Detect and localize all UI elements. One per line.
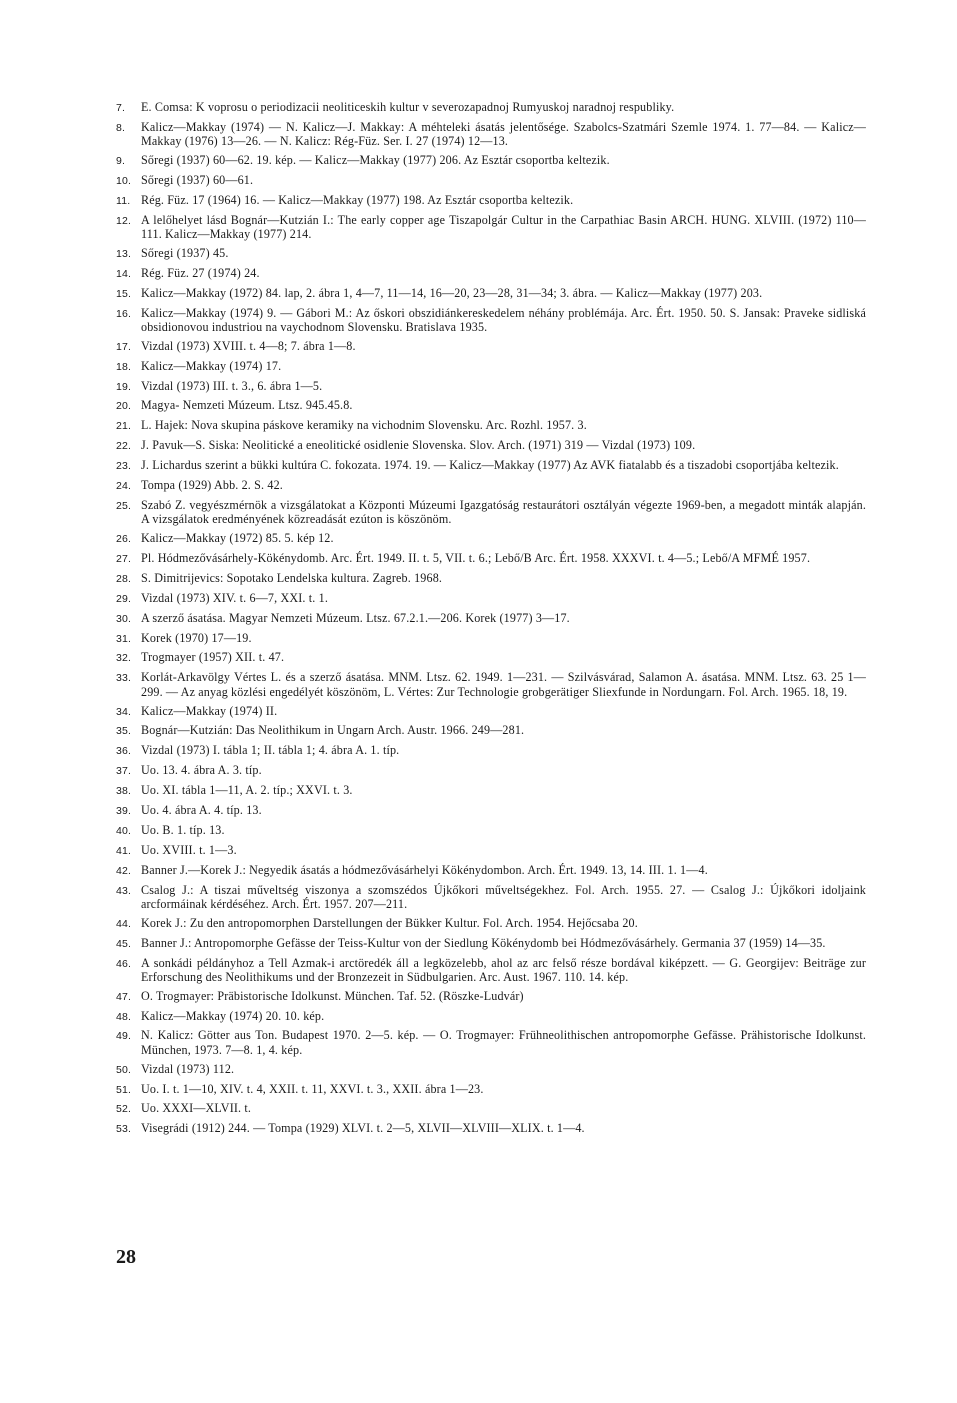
footnote-text: Kalicz—Makkay (1974) II. bbox=[141, 703, 278, 718]
footnote-number: 19. bbox=[116, 380, 132, 393]
footnote-item bbox=[116, 956, 866, 985]
footnote-number: 24. bbox=[116, 480, 132, 493]
footnote-text: J. Lichardus szerint a bükki kultúra C. fokozata. 1974. 19. — Kalicz—Makkay (1977) Az AVK fiatalabb és a tiszadobi csoportjába keltezik. bbox=[141, 458, 839, 473]
footnote-item bbox=[116, 571, 866, 586]
footnote-number: 39. bbox=[116, 804, 132, 817]
footnote-number: 29. bbox=[116, 592, 132, 605]
footnote-text: Kalicz—Makkay (1974) 20. 10. kép. bbox=[141, 1008, 325, 1023]
footnote-item bbox=[116, 1101, 866, 1116]
footnote-text: O. Trogmayer: Präbistorische Idolkunst. München. Taf. 52. (Röszke-Ludvár) bbox=[141, 988, 524, 1003]
footnote-text: Trogmayer (1957) XII. t. 47. bbox=[141, 650, 285, 665]
footnote-text: Sőregi (1937) 45. bbox=[141, 245, 229, 260]
footnote-number: 31. bbox=[116, 632, 132, 645]
footnote-item bbox=[116, 1028, 866, 1057]
footnote-text: Uo. XVIII. t. 1—3. bbox=[141, 842, 237, 857]
footnote-text: Kalicz—Makkay (1974) 17. bbox=[141, 358, 282, 373]
footnote-number: 25. bbox=[116, 499, 132, 512]
footnote-text: Banner J.—Korek J.: Negyedik ásatás a hódmezővásárhelyi Kökénydombon. Arch. Ért. 1949. 13, 14. III. 1. 1—4. bbox=[141, 862, 708, 877]
footnote-item bbox=[116, 823, 866, 838]
footnote-number: 51. bbox=[116, 1083, 132, 1096]
footnote-item bbox=[116, 670, 866, 699]
footnote-number: 52. bbox=[116, 1103, 132, 1116]
footnote-text: Kalicz—Makkay (1972) 85. 5. kép 12. bbox=[141, 531, 334, 546]
footnote-number: 20. bbox=[116, 400, 132, 413]
footnote-item bbox=[116, 120, 866, 149]
footnote-item bbox=[116, 398, 866, 413]
footnote-text: Vizdal (1973) XIV. t. 6—7, XXI. t. 1. bbox=[141, 590, 328, 605]
footnote-number: 33. bbox=[116, 672, 132, 685]
footnote-number: 34. bbox=[116, 705, 132, 718]
footnote-text: A szerző ásatása. Magyar Nemzeti Múzeum. Ltsz. 67.2.1.—206. Korek (1977) 3—17. bbox=[141, 610, 570, 625]
footnote-item bbox=[116, 783, 866, 798]
footnote-text: Uo. 4. ábra A. 4. típ. 13. bbox=[141, 802, 262, 817]
footnote-number: 50. bbox=[116, 1063, 132, 1076]
footnote-item bbox=[116, 478, 866, 493]
footnote-number: 41. bbox=[116, 844, 132, 857]
footnote-text: S. Dimitrijevics: Sopotako Lendelska kultura. Zagreb. 1968. bbox=[141, 570, 443, 585]
footnote-number: 53. bbox=[116, 1123, 132, 1136]
footnote-text: Korlát-Arkavölgy Vértes L. és a szerző ásatása. MNM. Ltsz. 62. 1949. 1—231. — Szilvásvárad, Salamon A. ásatása. MNM. Ltsz. 63. 25 1—299. — Az anyag közlési engedélyét köszönöm, L. Vértes: Zur Technologie grobgerätiger Sliexfunde in Nordungarn. Fol. Arch. 1965. 18, 19. bbox=[141, 670, 866, 699]
footnote-item bbox=[116, 1009, 866, 1024]
footnote-item bbox=[116, 631, 866, 646]
footnote-number: 21. bbox=[116, 420, 132, 433]
footnote-number: 48. bbox=[116, 1010, 132, 1023]
footnote-item bbox=[116, 213, 866, 242]
footnote-item bbox=[116, 989, 866, 1004]
footnote-item bbox=[116, 704, 866, 719]
footnote-text: Sőregi (1937) 60—61. bbox=[141, 172, 254, 187]
footnote-item bbox=[116, 916, 866, 931]
footnote-text: Csalog J.: A tiszai műveltség viszonya a szomszédos Újkőkori műveltségekhez. Fol. Arch. 1955. 27. — Csalog J.: Újkőkori idoljaink arcformáinak kérdéséhez. Arch. Ért. 1957. 207—211. bbox=[141, 882, 866, 911]
footnote-text: Vizdal (1973) 112. bbox=[141, 1061, 235, 1076]
footnote-item bbox=[116, 591, 866, 606]
footnote-number: 49. bbox=[116, 1030, 132, 1043]
footnote-number: 26. bbox=[116, 533, 132, 546]
footnote-number: 23. bbox=[116, 460, 132, 473]
footnote-text: Uo. B. 1. típ. 13. bbox=[141, 822, 225, 837]
footnote-text: Szabó Z. vegyészmérnök a vizsgálatokat a Központi Múzeumi Igazgatóság restaurátori osztályán végezte 1969-ben, a megadott minták alapján. A vizsgálatok eredményének közreadását ezúton is köszönöm. bbox=[141, 497, 866, 527]
footnote-text: N. Kalicz: Götter aus Ton. Budapest 1970. 2—5. kép. — O. Trogmayer: Frühneolithischen antropomorphe Gefässe. Prähistorische Idolkunst. München, 1973. 7—8. 1, 4. kép. bbox=[141, 1028, 866, 1057]
footnote-text: Rég. Füz. 17 (1964) 16. — Kalicz—Makkay (1977) 198. Az Esztár csoportba keltezik. bbox=[141, 192, 574, 207]
footnote-item bbox=[116, 611, 866, 626]
footnote-item bbox=[116, 173, 866, 188]
page-number: 28 bbox=[116, 1246, 136, 1268]
footnote-number: 47. bbox=[116, 990, 132, 1003]
footnote-text: Kalicz—Makkay (1974) 9. — Gábori M.: Az őskori obszidiánkereskedelem néhány problémája. Arc. Ért. 1950. 50. S. Jansak: Praveke sidliská obsidionovou industriou na vaychodnom Slovensku. Bratislava 1935. bbox=[141, 305, 866, 334]
footnote-number: 8. bbox=[116, 121, 126, 134]
footnote-number: 43. bbox=[116, 884, 132, 897]
footnote-text: J. Pavuk—S. Siska: Neolitické a eneolitické osidlenie Slovenska. Slov. Arch. (1971) 319 — Vizdal (1973) 109. bbox=[141, 438, 696, 453]
footnote-item bbox=[116, 650, 866, 665]
footnote-number: 27. bbox=[116, 553, 132, 565]
footnote-item bbox=[116, 379, 866, 394]
footnote-number: 18. bbox=[116, 360, 132, 373]
footnote-number: 14. bbox=[116, 267, 132, 280]
footnote-number: 17. bbox=[116, 340, 132, 353]
footnote-item bbox=[116, 306, 866, 335]
footnote-text: Uo. I. t. 1—10, XIV. t. 4, XXII. t. 11, XXVI. t. 3., XXII. ábra 1—23. bbox=[141, 1081, 484, 1096]
footnote-number: 15. bbox=[116, 287, 132, 300]
footnote-item bbox=[116, 266, 866, 281]
footnote-item bbox=[116, 883, 866, 912]
footnote-item bbox=[116, 339, 866, 354]
footnote-text: Visegrádi (1912) 244. — Tompa (1929) XLVI. t. 2—5, XLVII—XLVIII—XLIX. t. 1—4. bbox=[141, 1121, 585, 1136]
footnote-number: 7. bbox=[116, 102, 126, 114]
footnote-item bbox=[116, 1121, 866, 1136]
footnote-item bbox=[116, 803, 866, 818]
footnote-number: 36. bbox=[116, 745, 132, 758]
footnote-item bbox=[116, 438, 866, 453]
footnote-item bbox=[116, 863, 866, 878]
footnote-text: Korek (1970) 17—19. bbox=[141, 630, 252, 645]
footnote-item bbox=[116, 723, 866, 738]
footnote-text: E. Comsa: K voprosu o periodizacii neoliticeskih kultur v severozapadnoj Rumyuskoj naradnoj respubliky. bbox=[141, 100, 675, 114]
footnote-number: 13. bbox=[116, 247, 132, 260]
footnote-number: 16. bbox=[116, 307, 132, 320]
footnote-text: Uo. XI. tábla 1—11, A. 2. típ.; XXVI. t. 3. bbox=[141, 783, 353, 798]
footnote-number: 42. bbox=[116, 864, 132, 877]
footnote-number: 44. bbox=[116, 917, 132, 930]
footnote-item bbox=[116, 763, 866, 778]
footnote-number: 12. bbox=[116, 214, 132, 227]
footnote-number: 10. bbox=[116, 174, 132, 187]
footnote-text: Bognár—Kutzián: Das Neolithikum in Ungarn Arch. Austr. 1966. 249—281. bbox=[141, 723, 525, 738]
footnote-number: 45. bbox=[116, 937, 132, 950]
footnote-number: 40. bbox=[116, 824, 132, 837]
footnote-text: Kalicz—Makkay (1974) — N. Kalicz—J. Makkay: A méhteleki ásatás jelentősége. Szabolcs-Szatmári Szemle 1974. 1. 77—84. — Kalicz—Makkay (1976) 13—26. — N. Kalicz: Rég-Füz. Ser. I. 27 (1974) 12—13. bbox=[141, 119, 866, 149]
footnote-text: Vizdal (1973) III. t. 3., 6. ábra 1—5. bbox=[141, 378, 323, 393]
footnote-item bbox=[116, 153, 866, 168]
footnote-item bbox=[116, 936, 866, 951]
footnote-number: 32. bbox=[116, 652, 132, 665]
footnote-text: L. Hajek: Nova skupina páskove keramiky na vichodnim Slovensku. Arc. Rozhl. 1957. 3. bbox=[141, 418, 587, 433]
footnote-item bbox=[116, 531, 866, 546]
footnote-item bbox=[116, 551, 866, 566]
footnote-item bbox=[116, 743, 866, 758]
footnote-text: Banner J.: Antropomorphe Gefässe der Teiss-Kultur von der Siedlung Kökénydomb bei Hódmezővásárhely. Germania 37 (1959) 14—35. bbox=[141, 935, 826, 950]
footnote-text: Pl. Hódmezővásárhely-Kökénydomb. Arc. Ért. 1949. II. t. 5, VII. t. 6.; Lebő/B Arc. Ért. 1958. XXXVI. t. 4—5.; Lebő/A MFMÉ 1957. bbox=[141, 551, 811, 565]
footnote-item bbox=[116, 193, 866, 208]
footnote-text: Vizdal (1973) I. tábla 1; II. tábla 1; 4. ábra A. 1. típ. bbox=[141, 743, 400, 758]
footnote-text: Korek J.: Zu den antropomorphen Darstellungen der Bükker Kultur. Fol. Arch. 1954. Hejőcsaba 20. bbox=[141, 915, 638, 930]
footnote-item bbox=[116, 458, 866, 473]
footnote-number: 35. bbox=[116, 725, 132, 738]
footnote-item bbox=[116, 1082, 866, 1097]
footnote-item bbox=[116, 1062, 866, 1077]
footnote-text: Sőregi (1937) 60—62. 19. kép. — Kalicz—Makkay (1977) 206. Az Esztár csoportba keltezik. bbox=[141, 153, 610, 168]
footnote-number: 38. bbox=[116, 785, 132, 798]
footnote-number: 22. bbox=[116, 440, 132, 453]
footnote-text: A sonkádi példányhoz a Tell Azmak-i arctöredék áll a legközelebb, ahol az arc felső része bordával kiképzett. — G. Georgijev: Beiträge zur Erforschung des Neolithikums und der Bronzezeit in Südbulgarien. Arc. Aust. 1967. 110. 14. kép. bbox=[141, 955, 866, 984]
footnote-text: A lelőhelyet lásd Bognár—Kutzián I.: The early copper age Tiszapolgár Cultur in the Carpathiac Basin ARCH. HUNG. XLVIII. (1972) 110—111. Kalicz—Makkay (1977) 214. bbox=[141, 212, 866, 242]
footnote-text: Tompa (1929) Abb. 2. S. 42. bbox=[141, 478, 283, 493]
footnote-text: Uo. XXXI—XLVII. t. bbox=[141, 1101, 252, 1116]
footnote-text: Magya- Nemzeti Múzeum. Ltsz. 945.45.8. bbox=[141, 398, 353, 413]
footnote-text: Vizdal (1973) XVIII. t. 4—8; 7. ábra 1—8. bbox=[141, 338, 356, 353]
footnote-number: 46. bbox=[116, 957, 132, 970]
footnote-item bbox=[116, 843, 866, 858]
footnote-number: 11. bbox=[116, 194, 131, 207]
footnote-number: 9. bbox=[116, 155, 126, 168]
footnote-item bbox=[116, 100, 866, 115]
footnote-list bbox=[116, 100, 866, 1141]
footnote-item bbox=[116, 246, 866, 261]
footnote-item bbox=[116, 286, 866, 301]
footnote-text: Kalicz—Makkay (1972) 84. lap, 2. ábra 1, 4—7, 11—14, 16—20, 23—28, 31—34; 3. ábra. — Kalicz—Makkay (1977) 203. bbox=[141, 285, 763, 300]
footnote-item bbox=[116, 498, 866, 527]
footnote-text: Uo. 13. 4. ábra A. 3. típ. bbox=[141, 763, 262, 778]
footnote-text: Rég. Füz. 27 (1974) 24. bbox=[141, 265, 260, 280]
footnote-number: 28. bbox=[116, 572, 132, 585]
footnote-number: 37. bbox=[116, 765, 132, 778]
footnote-item bbox=[116, 359, 866, 374]
footnote-number: 30. bbox=[116, 612, 132, 625]
footnote-item bbox=[116, 418, 866, 433]
